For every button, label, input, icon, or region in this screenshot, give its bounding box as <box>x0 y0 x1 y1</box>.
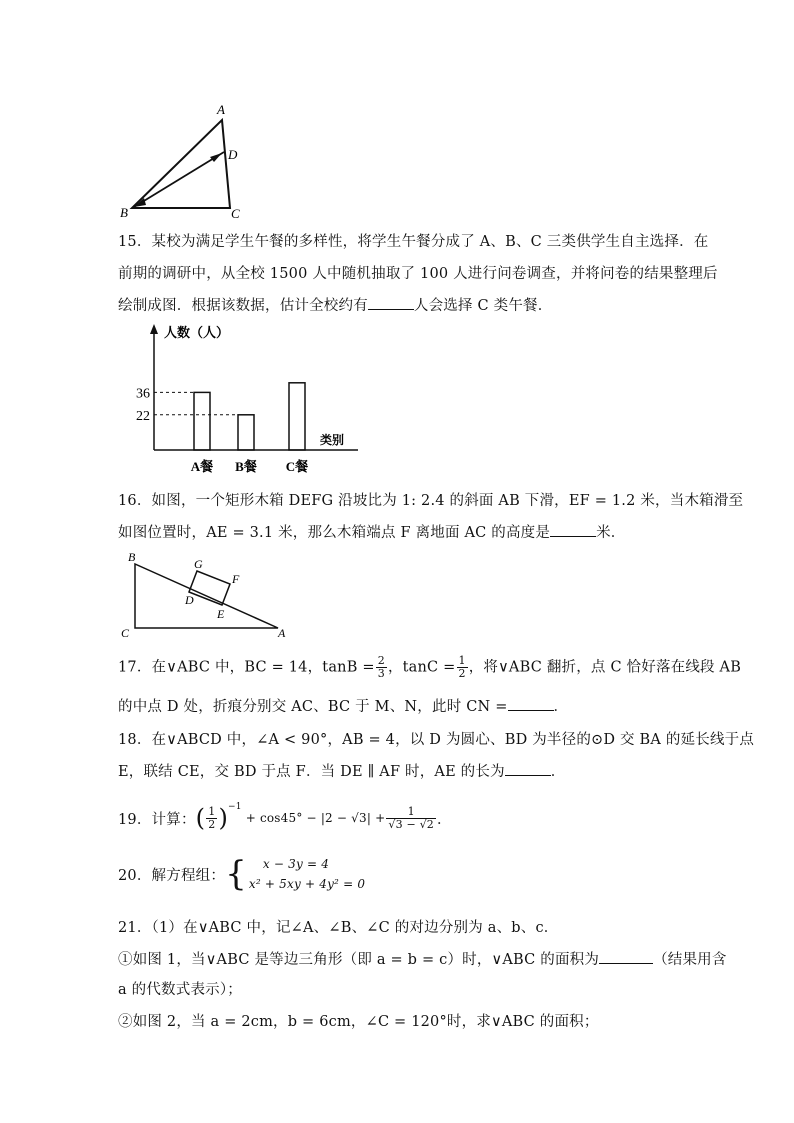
q20-pre: 20．解方程组： <box>118 867 226 884</box>
answer-blank-q17[interactable] <box>508 696 554 711</box>
box-defg <box>189 571 230 605</box>
q18-line2-text: E，联结 CE，交 BD 于点 F．当 DE ∥ AF 时，AE 的长为 <box>118 764 505 780</box>
equation-system <box>249 854 365 894</box>
q17-line1 <box>118 655 741 680</box>
triangle-abc <box>132 120 230 208</box>
q21-line2-text: ①如图 1，当∨ABC 是等边三角形（即 a = b = c）时，∨ABC 的面积为 <box>118 952 600 968</box>
fraction-tanc-den: 2 <box>458 667 466 680</box>
q18-line1: 18．在∨ABCD 中，∠A < 90°，AB = 4，以 D 为圆心、BD 为半径的⊙D 交 BA 的延长线于点 <box>118 732 755 748</box>
q16-line1: 16．如图，一个矩形木箱 DEFG 沿坡比为 1: 2.4 的斜面 AB 下滑，EF = 1.2 米，当木箱滑至 <box>118 493 744 509</box>
bar-chart-lunch <box>118 320 368 480</box>
label-f16: F <box>232 572 240 586</box>
q21-line1: 21．（1）在∨ABC 中，记∠A、∠B、∠C 的对边分别为 a、b、c． <box>118 920 559 936</box>
q17-mid: ，tanC = <box>387 659 456 676</box>
q20-line <box>118 852 365 896</box>
q15-line2: 前期的调研中，从全校 1500 人中随机抽取了 100 人进行问卷调查，并将问卷的结果整理后 <box>118 266 718 282</box>
q18-line2-tail: ． <box>550 764 566 780</box>
category-label-2: B餐 <box>235 459 257 474</box>
label-b16: B <box>128 550 136 564</box>
label-a16: A <box>278 626 286 640</box>
fraction-radical-num: 1 <box>386 806 436 819</box>
q21-line2 <box>118 948 727 969</box>
q16-line2 <box>118 521 625 542</box>
fraction-radical <box>386 806 436 831</box>
q19-post: ． <box>437 811 452 828</box>
answer-blank-q21[interactable] <box>599 949 653 964</box>
q21-line2-tail: （结果用含 <box>653 952 727 968</box>
y-axis-arrow <box>150 324 158 334</box>
category-label-3: C餐 <box>285 459 309 474</box>
label-c16: C <box>121 626 130 640</box>
label-g16: G <box>194 557 203 571</box>
q17-line2-tail: ． <box>553 699 569 715</box>
category-label-1: A餐 <box>190 459 214 474</box>
y-tick-label-1: 36 <box>136 386 150 402</box>
system-brace: { <box>225 854 247 894</box>
q15-line3 <box>118 294 552 315</box>
slope-triangle <box>135 564 278 628</box>
label-e16: E <box>217 607 225 621</box>
q17-pre: 17．在∨ABC 中，BC = 14，tanB = <box>118 659 375 676</box>
equation-2: x² + 5xy + 4y² = 0 <box>248 877 366 891</box>
q21-line3: a 的代数式表示）； <box>118 982 243 998</box>
label-d16: D <box>185 593 194 607</box>
fraction-half-den: 2 <box>208 817 216 831</box>
q16-line2-text: 如图位置时，AE = 3.1 米，那么木箱端点 F 离地面 AC 的高度是 <box>118 525 551 541</box>
q19-pre: 19．计算： <box>118 811 196 828</box>
x-axis-label: 类别 <box>320 433 345 447</box>
exponent: −1 <box>228 802 242 812</box>
fraction-tanc <box>457 655 468 680</box>
fraction-half <box>206 806 217 831</box>
slope-figure-q16 <box>118 548 293 640</box>
q17-line2-text: 的中点 D 处，折痕分别交 AC、BC 于 M、N，此时 CN = <box>118 699 508 715</box>
q17-line2 <box>118 695 568 716</box>
answer-blank-q18[interactable] <box>505 761 551 776</box>
answer-blank-q16[interactable] <box>550 522 596 537</box>
y-tick-label-2: 22 <box>136 408 150 424</box>
fraction-tanb-num: 2 <box>377 654 385 667</box>
vector-bd <box>134 152 224 207</box>
fraction-half-num: 1 <box>208 804 216 818</box>
bar-2 <box>238 415 254 450</box>
bar-3 <box>289 383 305 450</box>
answer-blank-q15[interactable] <box>368 295 414 310</box>
fraction-radical-den: √3 − √2 <box>388 817 435 831</box>
q19-mid: + cos45° − |2 − √3| + <box>245 811 386 825</box>
arrow-head-d <box>210 153 222 162</box>
bar-1 <box>194 392 210 450</box>
triangle-figure-q14 <box>118 100 258 222</box>
q18-line2 <box>118 760 566 781</box>
fraction-tanb-den: 3 <box>377 667 385 680</box>
y-axis-label: 人数（人） <box>164 325 230 340</box>
q15-line3-tail: 人会选择 C 类午餐． <box>413 298 553 314</box>
q17-post: ，将∨ABC 翻折，点 C 恰好落在线段 AB <box>468 659 742 676</box>
fraction-tanc-num: 1 <box>458 654 466 667</box>
label-c: C <box>231 206 240 221</box>
q21-line4: ②如图 2，当 a = 2cm，b = 6cm，∠C = 120°时，求∨ABC 的面积； <box>118 1014 599 1030</box>
q15-line1: 15．某校为满足学生午餐的多样性，将学生午餐分成了 A、B、C 三类供学生自主选择．在 <box>118 234 709 250</box>
q16-line2-tail: 米． <box>596 525 626 541</box>
q19-line <box>118 800 452 836</box>
fraction-tanb <box>376 655 387 680</box>
q15-line3-text: 绘制成图．根据该数据，估计全校约有 <box>118 298 368 314</box>
label-a: A <box>217 102 225 117</box>
paren-left: ( <box>195 804 206 832</box>
label-b: B <box>120 205 128 220</box>
label-d: D <box>228 147 238 162</box>
equation-1: x − 3y = 4 <box>262 857 330 871</box>
paren-right: ) <box>218 804 229 832</box>
